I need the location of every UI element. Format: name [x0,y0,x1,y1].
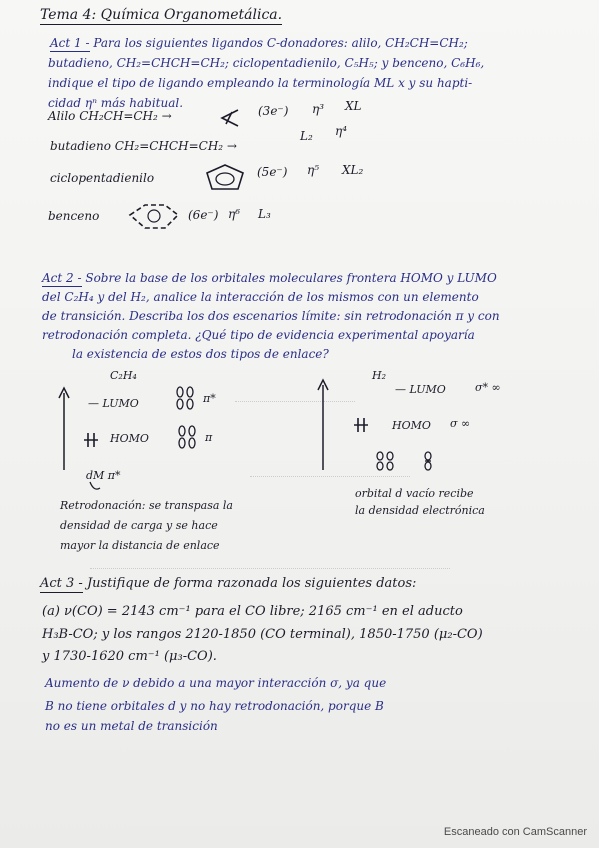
c2h4-homo-label: HOMO [110,432,149,445]
retro-text-1: Retrodonación: se transpasa la [60,499,233,512]
act3-text-1: Justifique de forma razonada los siguientes datos: [86,576,417,591]
act3-heading: Act 3 - [40,576,83,591]
bleed-through-mark [90,562,450,569]
ligand-cp-electrons: (5e⁻) [257,165,288,179]
orbital-text-2: la densidad electrónica [355,504,485,517]
ligand-alilo-hapto: η³ [312,102,324,116]
cyclopentadienyl-ring-icon [207,165,243,189]
act3-answer-2: B no tiene orbitales d y no hay retrodonación, porque B [45,699,384,713]
act2-text-1: Sobre la base de los orbitales moleculares frontera HOMO y LUMO [85,271,497,285]
retro-text-3: mayor la distancia de enlace [60,539,220,552]
act1-line-2: butadieno, CH₂=CHCH=CH₂; ciclopentadienilo, C₅H₅; y benceno, C₆H₆, [48,56,485,70]
act2-line-2: del C₂H₄ y del H₂, analice la interacción de los mismos con un elemento [42,290,479,304]
act3-answer-1: Aumento de ν debido a una mayor interacción σ, ya que [45,676,387,690]
act1-heading: Act 1 - [50,36,90,50]
act3-line-3: H₃B-CO; y los rangos 2120-1850 (CO terminal), 1850-1750 (μ₂-CO) [42,627,483,642]
act1-line-1 [50,37,468,49]
title-text: Tema 4: Química Organometálica. [40,7,283,23]
homo-electrons-right-icon [354,418,368,432]
act3-line-1 [40,577,416,590]
act1-text-1: Para los siguientes ligandos C-donadores: alilo, CH₂CH=CH₂; [93,36,468,50]
retro-text-2: densidad de carga y se hace [60,519,218,532]
h2-label: H₂ [372,369,387,382]
pi-orbital-icon [179,426,195,448]
act2-line-1 [42,272,497,284]
ligand-cp-name: ciclopentadienilo [50,171,155,185]
act3-answer-3: no es un metal de transición [45,719,218,733]
c2h4-label: C₂H₄ [110,369,137,382]
ligand-benceno-hapto: η⁶ [228,207,240,221]
h2-lumo-label: — LUMO [395,383,446,396]
c2h4-lumo-symbol: π* [203,392,216,405]
ligand-cp-hapto: η⁵ [307,163,319,177]
allyl-symbol-icon [222,110,238,126]
c2h4-homo-symbol: π [205,431,213,444]
c2h4-lumo-label: — LUMO [88,397,139,410]
scanner-watermark: Escaneado con CamScanner [443,826,587,838]
act2-line-4: retrodonación completa. ¿Qué tipo de evidencia experimental apoyaría [42,328,475,342]
benzene-ring-icon [130,205,178,228]
act3-line-2: (a) ν(CO) = 2143 cm⁻¹ para el CO libre; 2165 cm⁻¹ en el aducto [42,604,463,619]
d-orbital-icon [377,452,431,470]
ligand-butadieno-type: L₂ [300,129,313,143]
benzene-circle-icon [148,210,160,222]
ligand-benceno-type: L₃ [258,207,271,221]
act1-line-3: indique el tipo de ligando empleando la terminología ML x y su hapti- [48,76,473,90]
h2-homo-label: HOMO [392,419,431,432]
pi-star-orbital-icon [177,387,193,409]
ligand-benceno-electrons: (6e⁻) [188,208,219,222]
act3-line-4: y 1730-1620 cm⁻¹ (μ₃-CO). [42,649,217,664]
page-title [40,8,282,22]
ligand-butadieno-name: butadieno CH₂=CHCH=CH₂ → [50,139,237,153]
ligand-benceno-name: benceno [48,209,100,223]
ligand-alilo-electrons: (3e⁻) [258,104,289,118]
homo-electrons-left-icon [84,433,98,447]
ligand-butadieno-hapto: η⁴ [335,124,347,138]
cyclopentadienyl-circle-icon [216,173,234,185]
act2-heading: Act 2 - [42,271,82,285]
h2-homo-symbol: σ ∞ [450,417,471,430]
curved-arrow-icon [90,482,100,489]
act2-line-3: de transición. Describa los dos escenarios límite: sin retrodonación π y con [42,309,500,323]
h2-lumo-symbol: σ* ∞ [475,381,501,394]
orbital-text-1: orbital d vacío recibe [355,487,474,500]
ligand-alilo-name: Alilo CH₂CH=CH₂ → [48,109,172,123]
act2-line-5: la existencia de estos dos tipos de enlace? [72,347,329,361]
ligand-cp-type: XL₂ [342,163,364,177]
ligand-alilo-type: XL [345,99,362,113]
bleed-through-mark [235,395,355,402]
bleed-through-mark [250,470,410,477]
dm-pi-label: dM π* [86,469,121,482]
act1-line-4: cidad ηⁿ más habitual. [48,96,184,110]
